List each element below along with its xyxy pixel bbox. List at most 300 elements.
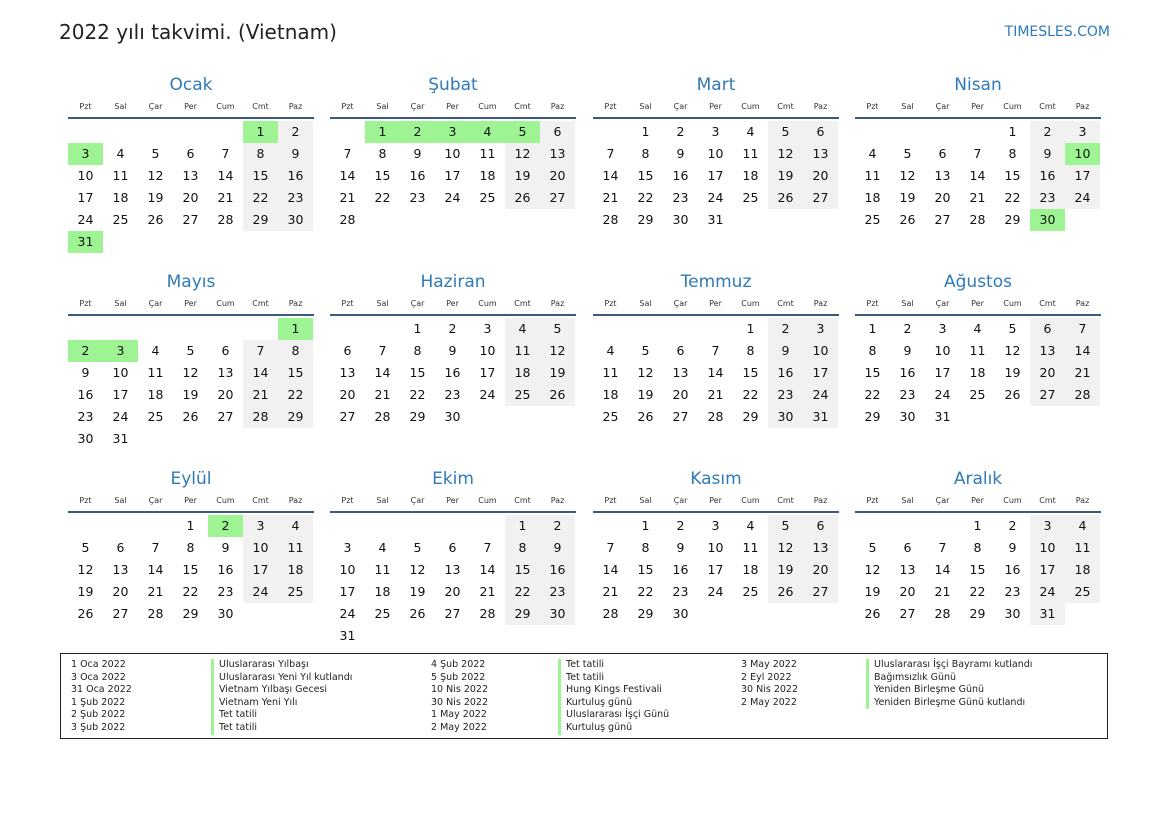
day-cell: 7 — [243, 340, 278, 362]
holiday-name: Kurtuluş günü — [558, 722, 669, 735]
day-cell: 24 — [803, 384, 838, 406]
weekday-label: Sal — [114, 102, 127, 111]
day-cell: 11 — [742, 146, 759, 161]
weekday-header — [593, 100, 839, 119]
day-cell: 16 — [899, 365, 916, 380]
day-cell: 2 — [400, 121, 435, 143]
weekday-label: Çar — [935, 102, 950, 111]
month-10 — [330, 468, 576, 647]
empty-cell — [628, 318, 663, 340]
day-cell: 7 — [973, 146, 982, 161]
day-cell: 2 — [676, 124, 685, 139]
holiday-date: 1 May 2022 — [431, 709, 487, 721]
day-cell: 19 — [409, 584, 426, 599]
day-cell: 17 — [112, 387, 129, 402]
day-cell: 3 — [1065, 121, 1100, 143]
day-cell: 30 — [77, 431, 94, 446]
day-cell: 28 — [479, 606, 496, 621]
day-cell: 12 — [768, 143, 803, 165]
day-cell: 29 — [409, 409, 426, 424]
weekday-label: Per — [971, 299, 984, 308]
day-cell: 22 — [374, 190, 391, 205]
day-cell: 20 — [803, 559, 838, 581]
weekday-header — [593, 297, 839, 316]
day-cell: 10 — [243, 537, 278, 559]
weekday-header — [68, 494, 314, 513]
day-cell: 15 — [1004, 168, 1021, 183]
day-cell: 8 — [1008, 146, 1017, 161]
day-cell: 7 — [938, 540, 947, 555]
holiday-date: 1 Oca 2022 — [71, 659, 126, 670]
day-cell: 10 — [707, 146, 724, 161]
empty-cell — [330, 318, 365, 340]
day-cell: 26 — [899, 212, 916, 227]
empty-cell — [540, 625, 575, 647]
day-cell: 15 — [742, 365, 759, 380]
day-cell: 9 — [1030, 143, 1065, 165]
day-cell: 18 — [1065, 559, 1100, 581]
weekday-label: Cmt — [1039, 299, 1056, 308]
day-cell: 21 — [243, 384, 278, 406]
month-title: Eylül — [170, 469, 212, 489]
empty-cell — [505, 209, 540, 231]
day-cell: 25 — [147, 409, 164, 424]
days-grid — [330, 515, 576, 647]
day-cell: 19 — [864, 584, 881, 599]
weekday-label: Paz — [550, 299, 565, 308]
day-cell: 9 — [278, 143, 313, 165]
day-cell: 4 — [470, 121, 505, 143]
day-cell: 30 — [1004, 606, 1021, 621]
day-cell: 9 — [768, 340, 803, 362]
day-cell: 9 — [413, 146, 422, 161]
month-title: Haziran — [420, 272, 486, 292]
day-cell: 11 — [147, 365, 164, 380]
day-cell: 31 — [707, 212, 724, 227]
weekday-label: Pzt — [341, 299, 354, 308]
weekday-label: Sal — [114, 299, 127, 308]
day-cell: 17 — [243, 559, 278, 581]
day-cell: 23 — [672, 584, 689, 599]
day-cell: 17 — [1030, 559, 1065, 581]
day-cell: 30 — [672, 606, 689, 621]
weekday-label: Sal — [114, 496, 127, 505]
weekday-label: Pzt — [341, 102, 354, 111]
day-cell: 16 — [672, 562, 689, 577]
day-cell: 5 — [768, 515, 803, 537]
weekday-label: Sal — [639, 102, 652, 111]
day-cell: 25 — [602, 409, 619, 424]
day-cell: 20 — [1030, 362, 1065, 384]
day-cell: 28 — [243, 406, 278, 428]
day-cell: 12 — [899, 168, 916, 183]
empty-cell — [540, 209, 575, 231]
day-cell: 8 — [243, 143, 278, 165]
day-cell: 11 — [112, 168, 129, 183]
day-cell: 13 — [339, 365, 356, 380]
weekday-label: Pzt — [79, 102, 92, 111]
month-title: Nisan — [954, 75, 1002, 95]
days-grid — [330, 121, 576, 231]
day-cell: 8 — [413, 343, 422, 358]
day-cell: 25 — [969, 387, 986, 402]
month-11 — [593, 468, 839, 625]
day-cell: 1 — [641, 518, 650, 533]
day-cell: 8 — [973, 540, 982, 555]
day-cell: 28 — [602, 212, 619, 227]
day-cell: 16 — [77, 387, 94, 402]
day-cell: 9 — [540, 537, 575, 559]
day-cell: 17 — [339, 584, 356, 599]
holiday-name: Uluslararası Yeni Yıl kutlandı — [211, 672, 352, 685]
weekday-label: Sal — [901, 496, 914, 505]
empty-cell — [435, 625, 470, 647]
day-cell: 18 — [374, 584, 391, 599]
day-cell: 19 — [77, 584, 94, 599]
page-title: 2022 yılı takvimi. (Vietnam) — [59, 20, 337, 44]
day-cell: 3 — [103, 340, 138, 362]
day-cell: 14 — [479, 562, 496, 577]
weekday-label: Cmt — [252, 102, 269, 111]
weekday-label: Cum — [741, 496, 760, 505]
day-cell: 14 — [1065, 340, 1100, 362]
day-cell: 3 — [435, 121, 470, 143]
month-3 — [593, 74, 839, 231]
empty-cell — [68, 515, 103, 537]
day-cell: 3 — [711, 124, 720, 139]
weekday-label: Per — [184, 496, 197, 505]
days-grid — [855, 318, 1101, 428]
day-cell: 2 — [768, 318, 803, 340]
day-cell: 12 — [1004, 343, 1021, 358]
day-cell: 6 — [116, 540, 125, 555]
weekday-label: Çar — [935, 299, 950, 308]
holiday-date: 2 May 2022 — [431, 721, 487, 733]
day-cell: 5 — [768, 121, 803, 143]
empty-cell — [138, 231, 173, 253]
day-cell: 19 — [899, 190, 916, 205]
day-cell: 7 — [711, 343, 720, 358]
day-cell: 18 — [602, 387, 619, 402]
empty-cell — [243, 428, 278, 450]
day-cell: 9 — [676, 540, 685, 555]
day-cell: 13 — [112, 562, 129, 577]
empty-cell — [365, 625, 400, 647]
day-cell: 27 — [899, 606, 916, 621]
day-cell: 26 — [409, 606, 426, 621]
day-cell: 31 — [934, 409, 951, 424]
weekday-header — [593, 494, 839, 513]
holiday-date: 4 Şub 2022 — [431, 659, 486, 670]
day-cell: 2 — [278, 121, 313, 143]
day-cell: 11 — [479, 146, 496, 161]
weekday-label: Pzt — [866, 299, 879, 308]
days-grid — [68, 318, 314, 450]
day-cell: 31 — [803, 406, 838, 428]
empty-cell — [960, 406, 995, 428]
weekday-label: Paz — [1075, 102, 1090, 111]
day-cell: 2 — [903, 321, 912, 336]
day-cell: 11 — [505, 340, 540, 362]
day-cell: 31 — [339, 628, 356, 643]
holiday-date: 1 Şub 2022 — [71, 696, 126, 708]
holiday-list — [60, 653, 1108, 739]
day-cell: 20 — [339, 387, 356, 402]
weekday-label: Paz — [550, 496, 565, 505]
month-title: Aralık — [953, 469, 1003, 489]
day-cell: 23 — [409, 190, 426, 205]
day-cell: 20 — [112, 584, 129, 599]
day-cell: 12 — [77, 562, 94, 577]
holiday-name: Kurtuluş günü — [558, 697, 669, 710]
day-cell: 10 — [1030, 537, 1065, 559]
day-cell: 13 — [444, 562, 461, 577]
weekday-header — [330, 100, 576, 119]
day-cell: 16 — [1004, 562, 1021, 577]
day-cell: 27 — [1030, 384, 1065, 406]
day-cell: 23 — [672, 190, 689, 205]
day-cell: 1 — [243, 121, 278, 143]
weekday-label: Pzt — [866, 496, 879, 505]
weekday-label: Çar — [410, 299, 425, 308]
day-cell: 10 — [77, 168, 94, 183]
holiday-name: Tet tatili — [558, 672, 669, 685]
day-cell: 1 — [278, 318, 313, 340]
day-cell: 10 — [707, 540, 724, 555]
day-cell: 3 — [803, 318, 838, 340]
day-cell: 13 — [1030, 340, 1065, 362]
day-cell: 8 — [868, 343, 877, 358]
month-1 — [68, 74, 314, 253]
weekday-label: Cum — [216, 496, 235, 505]
day-cell: 7 — [378, 343, 387, 358]
day-cell: 9 — [1008, 540, 1017, 555]
weekday-label: Pzt — [79, 496, 92, 505]
day-cell: 14 — [217, 168, 234, 183]
holiday-date: 3 Şub 2022 — [71, 721, 126, 733]
days-grid — [593, 318, 839, 428]
day-cell: 10 — [339, 562, 356, 577]
day-cell: 22 — [637, 584, 654, 599]
day-cell: 15 — [243, 165, 278, 187]
weekday-header — [855, 297, 1101, 316]
holiday-name: Hung Kings Festivali — [558, 684, 669, 697]
day-cell: 12 — [637, 365, 654, 380]
day-cell: 1 — [413, 321, 422, 336]
empty-cell — [593, 515, 628, 537]
empty-cell — [1030, 406, 1065, 428]
day-cell: 14 — [243, 362, 278, 384]
day-cell: 13 — [672, 365, 689, 380]
day-cell: 5 — [540, 318, 575, 340]
day-cell: 24 — [243, 581, 278, 603]
day-cell: 23 — [540, 581, 575, 603]
weekday-label: Çar — [148, 299, 163, 308]
weekday-label: Per — [446, 496, 459, 505]
day-cell: 25 — [864, 212, 881, 227]
day-cell: 7 — [606, 146, 615, 161]
day-cell: 2 — [208, 515, 243, 537]
day-cell: 20 — [540, 165, 575, 187]
month-title: Kasım — [690, 469, 742, 489]
weekday-label: Cum — [478, 496, 497, 505]
weekday-label: Per — [709, 299, 722, 308]
day-cell: 15 — [969, 562, 986, 577]
day-cell: 22 — [1004, 190, 1021, 205]
empty-cell — [173, 428, 208, 450]
empty-cell — [505, 406, 540, 428]
day-cell: 30 — [899, 409, 916, 424]
weekday-label: Cmt — [252, 299, 269, 308]
day-cell: 7 — [343, 146, 352, 161]
empty-cell — [138, 121, 173, 143]
brand-link[interactable]: TIMESLES.COM — [1004, 24, 1110, 40]
holiday-date: 30 Nis 2022 — [741, 684, 798, 696]
day-cell: 19 — [637, 387, 654, 402]
day-cell: 21 — [602, 584, 619, 599]
weekday-label: Cum — [1003, 102, 1022, 111]
days-grid — [68, 515, 314, 625]
day-cell: 23 — [217, 584, 234, 599]
day-cell: 4 — [746, 518, 755, 533]
month-5 — [68, 271, 314, 450]
holiday-name: Tet tatili — [211, 709, 352, 722]
day-cell: 24 — [479, 387, 496, 402]
weekday-label: Cum — [1003, 496, 1022, 505]
weekday-header — [68, 297, 314, 316]
day-cell: 5 — [641, 343, 650, 358]
weekday-label: Çar — [410, 496, 425, 505]
empty-cell — [733, 209, 768, 231]
day-cell: 29 — [505, 603, 540, 625]
day-cell: 16 — [768, 362, 803, 384]
weekday-label: Pzt — [604, 496, 617, 505]
day-cell: 24 — [1030, 581, 1065, 603]
day-cell: 13 — [899, 562, 916, 577]
day-cell: 20 — [672, 387, 689, 402]
day-cell: 16 — [409, 168, 426, 183]
day-cell: 24 — [707, 584, 724, 599]
day-cell: 12 — [409, 562, 426, 577]
day-cell: 8 — [278, 340, 313, 362]
holiday-date: 2 May 2022 — [741, 696, 797, 708]
day-cell: 13 — [217, 365, 234, 380]
holiday-name: Tet tatili — [211, 722, 352, 735]
day-cell: 12 — [540, 340, 575, 362]
day-cell: 20 — [803, 165, 838, 187]
day-cell: 25 — [374, 606, 391, 621]
day-cell: 23 — [278, 187, 313, 209]
day-cell: 11 — [602, 365, 619, 380]
day-cell: 19 — [147, 190, 164, 205]
day-cell: 20 — [182, 190, 199, 205]
day-cell: 30 — [217, 606, 234, 621]
day-cell: 27 — [803, 581, 838, 603]
day-cell: 7 — [483, 540, 492, 555]
day-cell: 2 — [1030, 121, 1065, 143]
month-6 — [330, 271, 576, 428]
empty-cell — [960, 121, 995, 143]
weekday-label: Paz — [813, 299, 828, 308]
empty-cell — [470, 625, 505, 647]
weekday-label: Cum — [1003, 299, 1022, 308]
weekday-header — [855, 494, 1101, 513]
day-cell: 2 — [1008, 518, 1017, 533]
weekday-label: Cum — [741, 102, 760, 111]
empty-cell — [330, 515, 365, 537]
weekday-label: Cum — [478, 102, 497, 111]
holiday-name: Vietnam Yeni Yılı — [211, 697, 352, 710]
empty-cell — [243, 231, 278, 253]
day-cell: 6 — [221, 343, 230, 358]
day-cell: 12 — [505, 143, 540, 165]
days-grid — [330, 318, 576, 428]
weekday-label: Pzt — [79, 299, 92, 308]
month-title: Ocak — [169, 75, 213, 95]
day-cell: 10 — [479, 343, 496, 358]
weekday-label: Paz — [550, 102, 565, 111]
day-cell: 11 — [864, 168, 881, 183]
day-cell: 29 — [637, 606, 654, 621]
day-cell: 29 — [243, 209, 278, 231]
day-cell: 25 — [505, 384, 540, 406]
day-cell: 27 — [339, 409, 356, 424]
day-cell: 26 — [182, 409, 199, 424]
day-cell: 18 — [969, 365, 986, 380]
weekday-header — [68, 100, 314, 119]
day-cell: 9 — [676, 146, 685, 161]
weekday-label: Per — [709, 496, 722, 505]
day-cell: 16 — [444, 365, 461, 380]
empty-cell — [330, 121, 365, 143]
day-cell: 14 — [339, 168, 356, 183]
day-cell: 22 — [278, 384, 313, 406]
day-cell: 4 — [746, 124, 755, 139]
day-cell: 29 — [864, 409, 881, 424]
day-cell: 8 — [378, 146, 387, 161]
holiday-date: 5 Şub 2022 — [431, 671, 486, 683]
day-cell: 11 — [742, 540, 759, 555]
day-cell: 23 — [1004, 584, 1021, 599]
day-cell: 27 — [444, 606, 461, 621]
weekday-label: Sal — [901, 299, 914, 308]
day-cell: 17 — [77, 190, 94, 205]
day-cell: 23 — [1030, 187, 1065, 209]
empty-cell — [925, 121, 960, 143]
day-cell: 31 — [1030, 603, 1065, 625]
empty-cell — [540, 406, 575, 428]
day-cell: 6 — [803, 121, 838, 143]
holiday-name: Bağımsızlık Günü — [866, 672, 1032, 685]
holiday-name: Yeniden Birleşme Günü kutlandı — [866, 697, 1032, 710]
empty-cell — [400, 209, 435, 231]
days-grid — [593, 121, 839, 231]
day-cell: 4 — [973, 321, 982, 336]
day-cell: 10 — [934, 343, 951, 358]
day-cell: 30 — [672, 212, 689, 227]
month-4 — [855, 74, 1101, 231]
month-title: Mayıs — [166, 272, 216, 292]
day-cell: 7 — [1065, 318, 1100, 340]
empty-cell — [890, 515, 925, 537]
day-cell: 3 — [343, 540, 352, 555]
day-cell: 25 — [1065, 581, 1100, 603]
weekday-label: Sal — [901, 102, 914, 111]
day-cell: 12 — [147, 168, 164, 183]
day-cell: 14 — [934, 562, 951, 577]
weekday-label: Pzt — [341, 496, 354, 505]
day-cell: 15 — [864, 365, 881, 380]
